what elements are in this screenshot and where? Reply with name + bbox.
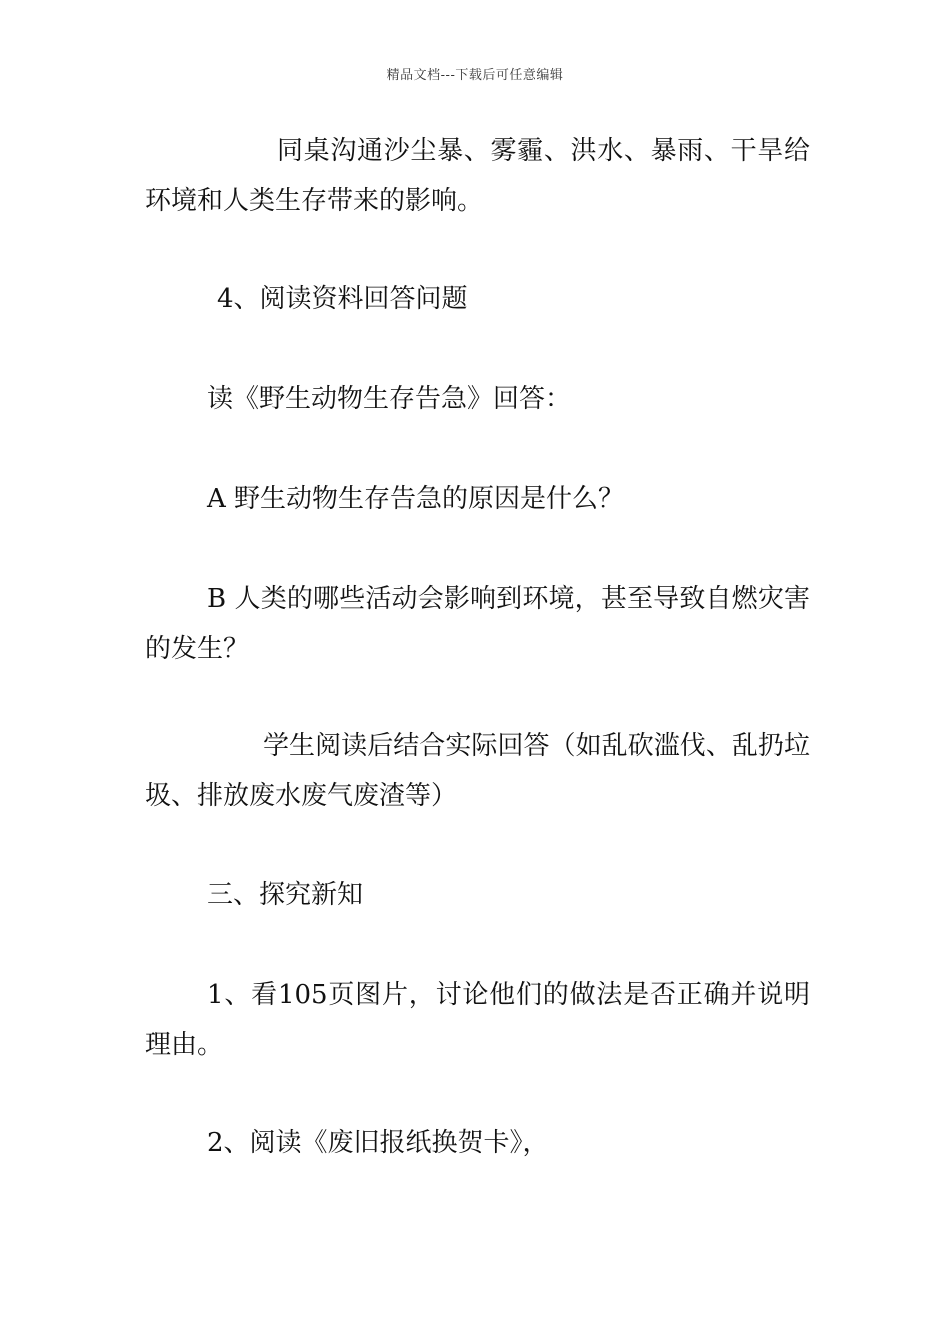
section-heading-explore: 三、探究新知 — [207, 880, 364, 910]
paragraph-student-answer: 学生阅读后结合实际回答（如乱砍滥伐、乱扔垃圾、排放废水废气废渣等） — [145, 731, 810, 811]
paragraph-question-a: A 野生动物生存告急的原因是什么？ — [207, 484, 625, 514]
paragraph-item-1: 1、看105页图片，讨论他们的做法是否正确并说明理由。 — [145, 980, 810, 1060]
page-header: 精品文档---下载后可任意编辑 — [386, 68, 564, 83]
paragraph-item-2: 2、阅读《废旧报纸换贺卡》， — [207, 1128, 549, 1158]
paragraph-discussion: 同桌沟通沙尘暴、雾霾、洪水、暴雨、干旱给环境和人类生存带来的影响。 — [145, 136, 810, 216]
paragraph-reading-prompt: 读《野生动物生存告急》回答： — [207, 384, 572, 414]
paragraph-reading-heading: 4、阅读资料回答问题 — [217, 284, 468, 314]
paragraph-question-b: B 人类的哪些活动会影响到环境，甚至导致自燃灾害的发生？ — [145, 584, 810, 664]
